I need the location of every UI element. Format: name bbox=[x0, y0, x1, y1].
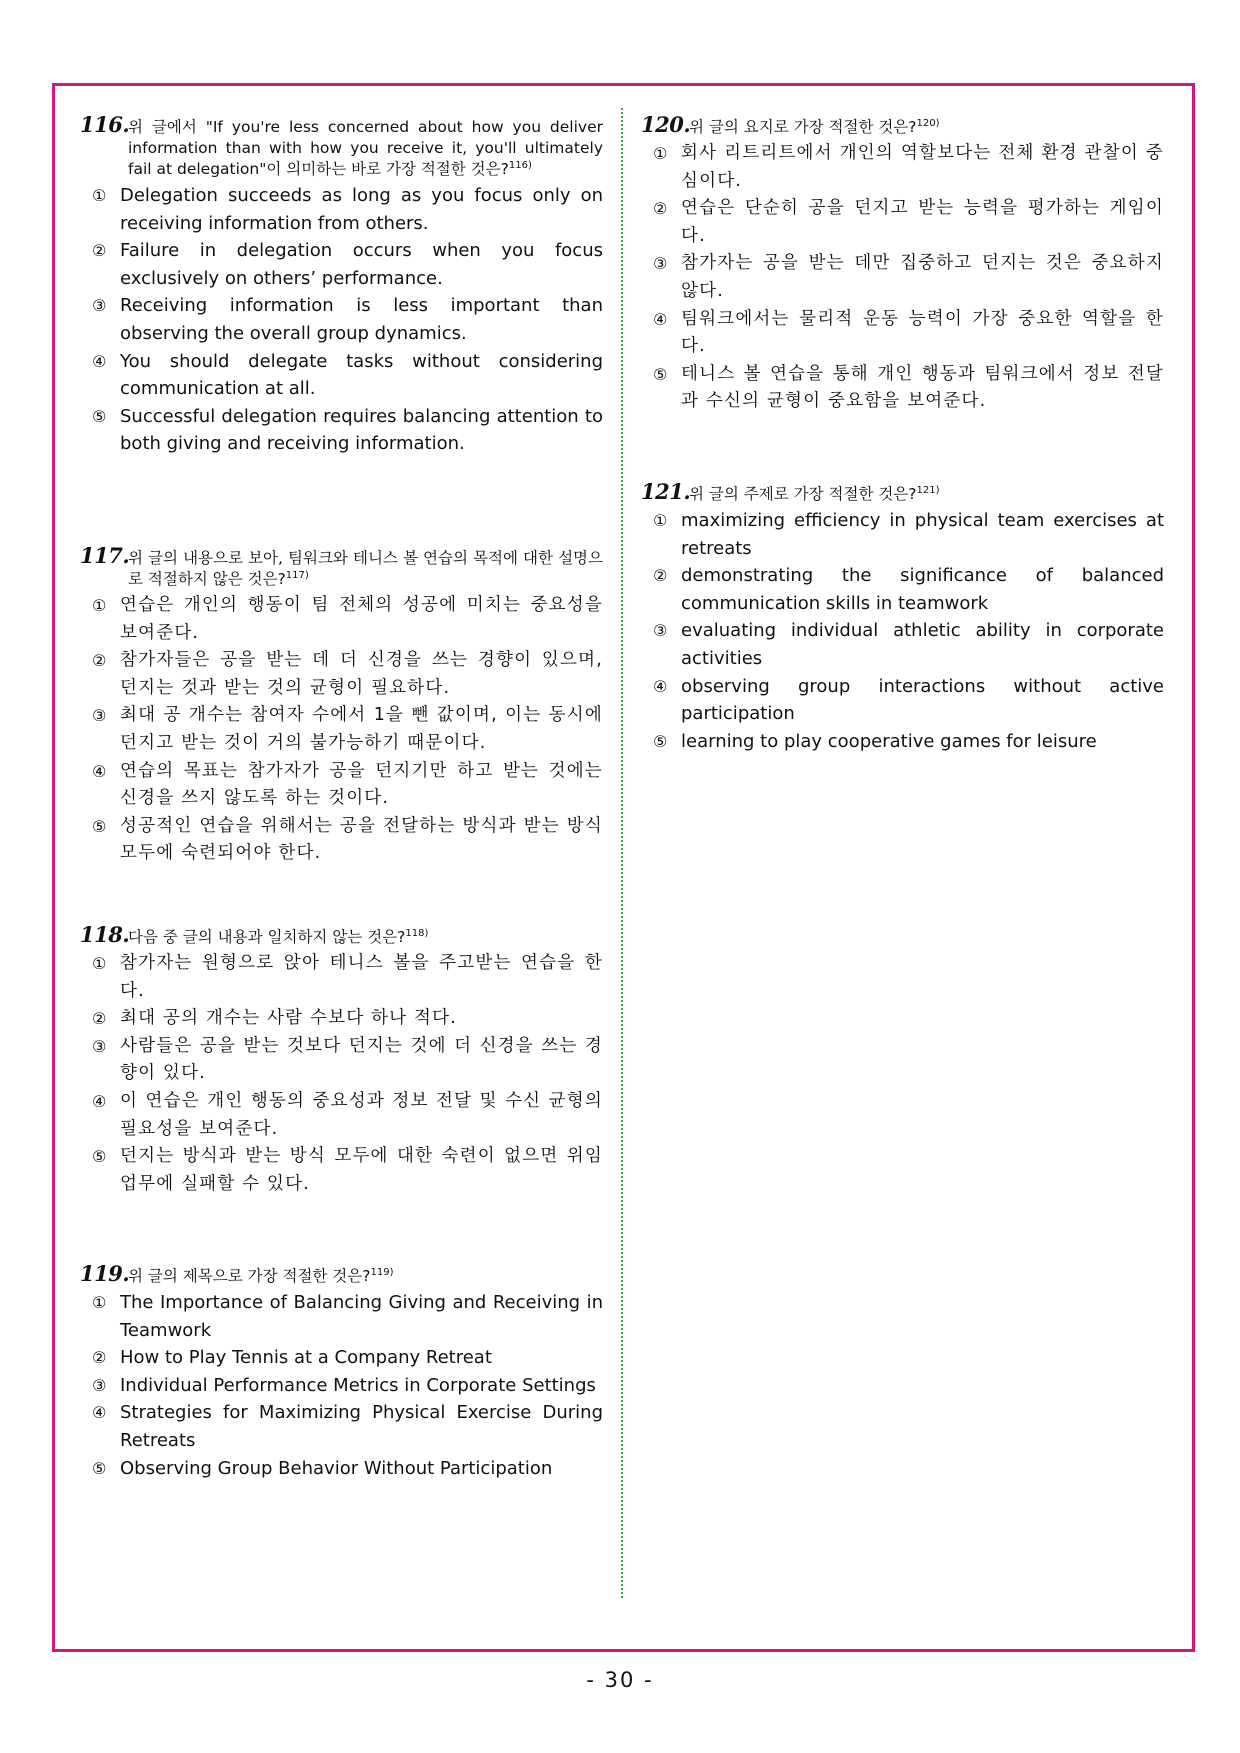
option-text: 이 연습은 개인 행동의 중요성과 정보 전달 및 수신 균형의 필요성을 보여준다. bbox=[120, 1090, 603, 1139]
option-1[interactable] bbox=[80, 950, 603, 1005]
option-4[interactable] bbox=[641, 306, 1164, 361]
question-number: 120. bbox=[641, 112, 691, 137]
option-mark: ④ bbox=[653, 309, 669, 329]
question-prompt: 위 글의 주제로 가장 적절한 것은? bbox=[689, 485, 917, 503]
option-text: learning to play cooperative games for leisure bbox=[681, 730, 1097, 752]
option-text: Strategies for Maximizing Physical Exercise During Retreats bbox=[120, 1402, 603, 1451]
option-mark: ④ bbox=[92, 761, 108, 781]
option-3[interactable] bbox=[80, 1372, 603, 1400]
option-text: 최대 공의 개수는 사람 수보다 하나 적다. bbox=[120, 1008, 458, 1029]
option-mark: ① bbox=[92, 1293, 107, 1312]
option-1[interactable] bbox=[80, 182, 603, 237]
option-4[interactable] bbox=[641, 673, 1164, 728]
footnote-ref: 118) bbox=[405, 927, 429, 939]
option-2[interactable] bbox=[80, 647, 603, 702]
question-118 bbox=[80, 922, 603, 1198]
option-3[interactable] bbox=[80, 1033, 603, 1088]
question-prompt: 위 글의 내용으로 보아, 팀워크와 테니스 볼 연습의 목적에 대한 설명으로 적절하지 않은 것은? bbox=[128, 549, 603, 588]
options-list bbox=[641, 140, 1164, 416]
footnote-ref: 120) bbox=[916, 117, 940, 129]
question-number: 117. bbox=[80, 543, 130, 568]
option-1[interactable] bbox=[80, 1289, 603, 1344]
footnote-ref: 119) bbox=[370, 1266, 394, 1278]
question-prompt: 다음 중 글의 내용과 일치하지 않는 것은? bbox=[128, 928, 406, 946]
option-3[interactable] bbox=[80, 702, 603, 757]
option-text: Individual Performance Metrics in Corporate Settings bbox=[120, 1374, 596, 1396]
options-list bbox=[641, 507, 1164, 755]
column-divider bbox=[621, 108, 623, 1598]
option-5[interactable] bbox=[80, 813, 603, 868]
option-text: 던지는 방식과 받는 방식 모두에 대한 숙련이 없으면 위임 업무에 실패할 수 있다. bbox=[120, 1146, 603, 1194]
option-mark: ② bbox=[92, 241, 107, 261]
question-header bbox=[80, 922, 603, 948]
option-4[interactable] bbox=[80, 758, 603, 813]
option-text: 팀워크에서는 물리적 운동 능력이 가장 중요한 역할을 한다. bbox=[681, 308, 1164, 357]
option-mark: ⑤ bbox=[653, 731, 668, 751]
question-prompt: 위 글의 요지로 가장 적절한 것은? bbox=[689, 118, 917, 136]
option-1[interactable] bbox=[641, 140, 1164, 195]
option-text: Successful delegation requires balancing attention to both giving and receiving information. bbox=[120, 405, 603, 455]
option-mark: ② bbox=[92, 651, 108, 671]
option-mark: ② bbox=[653, 199, 669, 219]
question-117 bbox=[80, 543, 603, 868]
option-text: evaluating individual athletic ability in corporate activities bbox=[681, 620, 1164, 669]
option-mark: ⑤ bbox=[92, 406, 107, 426]
option-mark: ② bbox=[92, 1348, 107, 1368]
option-text: 참가자들은 공을 받는 데 더 신경을 쓰는 경향이 있으며, 던지는 것과 받는 것의 균형이 필요하다. bbox=[120, 650, 603, 698]
option-mark: ① bbox=[92, 596, 108, 615]
option-5[interactable] bbox=[641, 361, 1164, 416]
option-text: maximizing efficiency in physical team exercises at retreats bbox=[681, 510, 1164, 559]
option-text: 참가자는 공을 받는 데만 집중하고 던지는 것은 중요하지 않다. bbox=[681, 253, 1164, 301]
option-text: How to Play Tennis at a Company Retreat bbox=[120, 1347, 492, 1369]
option-mark: ⑤ bbox=[92, 1147, 108, 1167]
option-2[interactable] bbox=[641, 195, 1164, 250]
option-5[interactable] bbox=[80, 403, 603, 458]
option-text: Failure in delegation occurs when you focus exclusively on others’ performance. bbox=[120, 240, 603, 289]
option-4[interactable] bbox=[80, 1088, 603, 1143]
option-3[interactable] bbox=[80, 292, 603, 347]
option-mark: ① bbox=[653, 144, 669, 163]
option-2[interactable] bbox=[80, 1344, 603, 1372]
option-text: 회사 리트리트에서 개인의 역할보다는 전체 환경 관찰이 중심이다. bbox=[681, 143, 1164, 191]
options-list bbox=[80, 950, 603, 1198]
option-mark: ⑤ bbox=[92, 1458, 107, 1478]
question-prompt: 위 글에서 "If you're less concerned about how you deliver information than with how you receive it, you'll ultimately fail at delegation"이 의미하는 바로 가장 적절한 것은? bbox=[128, 118, 603, 178]
footnote-ref: 117) bbox=[285, 569, 309, 581]
option-text: 사람들은 공을 받는 것보다 던지는 것에 더 신경을 쓰는 경향이 있다. bbox=[120, 1035, 603, 1084]
option-2[interactable] bbox=[80, 237, 603, 292]
option-text: 최대 공 개수는 참여자 수에서 1을 뺀 값이며, 이는 동시에 던지고 받는 것이 거의 불가능하기 때문이다. bbox=[120, 705, 603, 753]
option-1[interactable] bbox=[641, 507, 1164, 562]
option-text: 연습은 단순히 공을 던지고 받는 능력을 평가하는 게임이다. bbox=[681, 198, 1164, 246]
option-mark: ③ bbox=[92, 1375, 107, 1395]
option-5[interactable] bbox=[641, 728, 1164, 756]
question-header bbox=[641, 112, 1164, 138]
option-text: The Importance of Balancing Giving and Receiving in Teamwork bbox=[120, 1292, 603, 1341]
option-2[interactable] bbox=[641, 562, 1164, 617]
option-mark: ⑤ bbox=[92, 816, 108, 836]
option-mark: ① bbox=[92, 186, 107, 205]
option-text: 성공적인 연습을 위해서는 공을 전달하는 방식과 받는 방식 모두에 숙련되어야 한다. bbox=[120, 815, 603, 864]
question-prompt: 위 글의 제목으로 가장 적절한 것은? bbox=[128, 1267, 371, 1285]
option-3[interactable] bbox=[641, 250, 1164, 305]
option-text: 테니스 볼 연습을 통해 개인 행동과 팀워크에서 정보 전달과 수신의 균형이 중요함을 보여준다. bbox=[681, 363, 1164, 412]
option-mark: ③ bbox=[92, 706, 108, 726]
option-text: Delegation succeeds as long as you focus only on receiving information from others. bbox=[120, 185, 603, 234]
options-list bbox=[80, 182, 603, 458]
question-number: 121. bbox=[641, 479, 691, 504]
option-4[interactable] bbox=[80, 1399, 603, 1454]
option-mark: ④ bbox=[92, 1403, 107, 1423]
option-3[interactable] bbox=[641, 617, 1164, 672]
question-121 bbox=[641, 479, 1164, 755]
option-mark: ① bbox=[653, 511, 668, 530]
option-mark: ④ bbox=[653, 676, 668, 696]
option-text: Receiving information is less important than observing the overall group dynamics. bbox=[120, 295, 603, 344]
option-text: 연습은 개인의 행동이 팀 전체의 성공에 미치는 중요성을 보여준다. bbox=[120, 595, 603, 643]
question-header bbox=[641, 479, 1164, 505]
option-mark: ② bbox=[653, 566, 668, 586]
option-text: observing group interactions without active participation bbox=[681, 675, 1164, 725]
question-119 bbox=[80, 1261, 603, 1482]
page-number: - 30 - bbox=[586, 1668, 654, 1692]
option-mark: ④ bbox=[92, 1091, 108, 1111]
question-header bbox=[80, 1261, 603, 1287]
question-number: 116. bbox=[80, 112, 130, 137]
option-mark: ③ bbox=[653, 621, 668, 641]
option-mark: ① bbox=[92, 954, 108, 973]
question-header bbox=[80, 543, 603, 590]
option-text: You should delegate tasks without considering communication at all. bbox=[120, 350, 603, 400]
options-list bbox=[80, 592, 603, 868]
question-number: 118. bbox=[80, 922, 130, 947]
option-2[interactable] bbox=[80, 1005, 603, 1033]
option-mark: ⑤ bbox=[653, 364, 669, 384]
option-4[interactable] bbox=[80, 348, 603, 403]
option-mark: ③ bbox=[92, 296, 107, 316]
question-number: 119. bbox=[80, 1261, 130, 1286]
question-116 bbox=[80, 112, 603, 458]
footnote-ref: 121) bbox=[916, 484, 940, 496]
options-list bbox=[80, 1289, 603, 1482]
option-5[interactable] bbox=[80, 1143, 603, 1198]
option-5[interactable] bbox=[80, 1455, 603, 1483]
footnote-ref: 116) bbox=[508, 159, 532, 171]
option-text: demonstrating the significance of balanced communication skills in teamwork bbox=[681, 565, 1164, 614]
option-mark: ③ bbox=[92, 1036, 108, 1056]
question-120 bbox=[641, 112, 1164, 416]
option-text: 연습의 목표는 참가자가 공을 던지기만 하고 받는 것에는 신경을 쓰지 않도록 하는 것이다. bbox=[120, 760, 603, 809]
option-text: 참가자는 원형으로 앉아 테니스 볼을 주고받는 연습을 한다. bbox=[120, 953, 603, 1001]
option-mark: ② bbox=[92, 1009, 108, 1029]
option-1[interactable] bbox=[80, 592, 603, 647]
option-mark: ③ bbox=[653, 254, 669, 274]
option-text: Observing Group Behavior Without Participation bbox=[120, 1457, 553, 1479]
question-header bbox=[80, 112, 603, 180]
option-mark: ④ bbox=[92, 351, 107, 371]
